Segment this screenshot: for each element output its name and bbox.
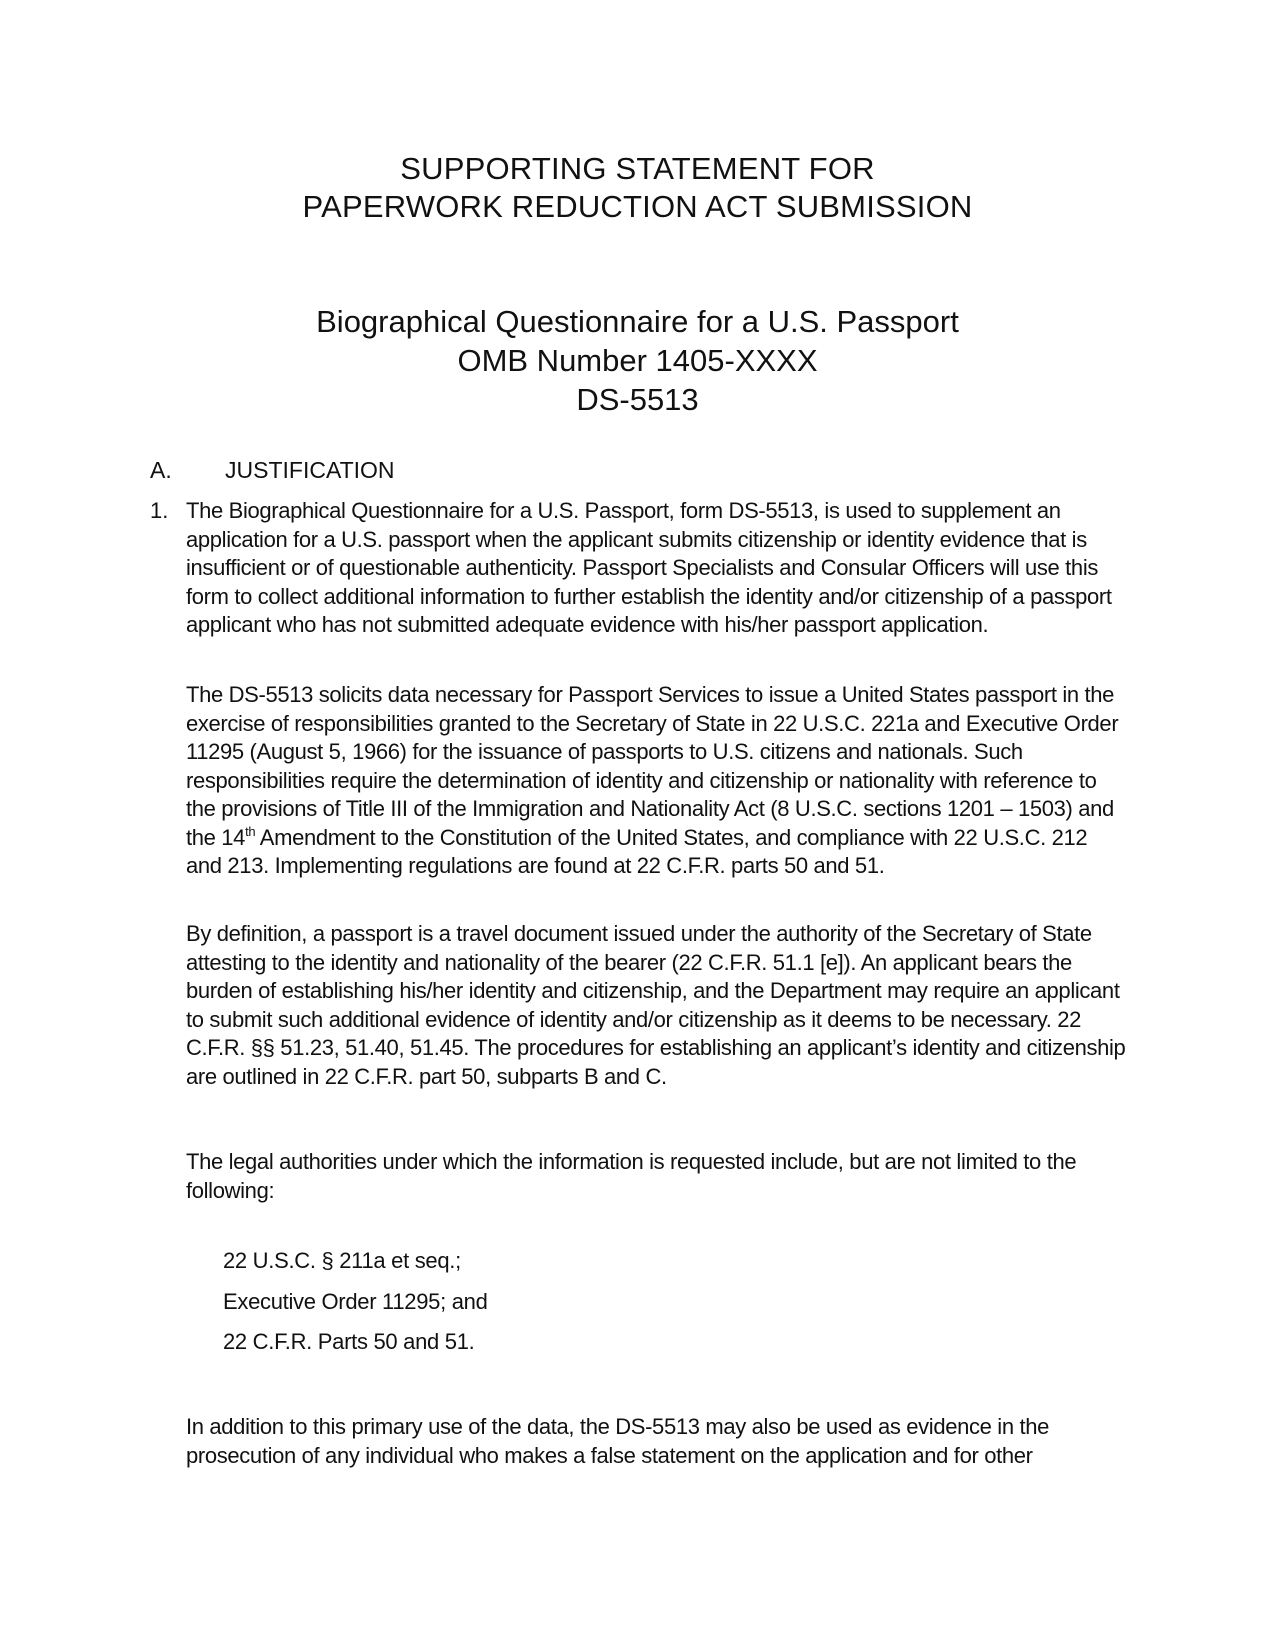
paragraph-purpose: The Biographical Questionnaire for a U.S. Passport, form DS-5513, is used to supplement an application for a U.S. passport when the applicant submits citizenship or identity evidence that is insufficient or of questionable authenticity. Passport Specialists and Consular Officers will use this form to collect additional information to further establish the identity and/or citizenship of a passport applicant who has not submitted adequate evidence with his/her passport application. [186,498,1112,637]
list-item: Executive Order 11295; and [223,1288,488,1314]
title-line-2: PAPERWORK REDUCTION ACT SUBMISSION [302,189,973,224]
paragraph-legal-authorities: The legal authorities under which the information is requested include, but are not limited to the following: [186,1149,1077,1203]
list-item: 22 U.S.C. § 211a et seq.; [223,1248,461,1273]
paragraph-authority [186,681,1126,881]
section-heading [150,456,395,484]
authorities-list [223,1247,488,1369]
form-name: Biographical Questionnaire for a U.S. Passport [316,304,959,339]
section-letter: A. [150,457,172,483]
list-item: 22 C.F.R. Parts 50 and 51. [223,1329,475,1354]
paragraph-definition: By definition, a passport is a travel document issued under the authority of the Secretary of State attesting to the identity and nationality of the bearer (22 C.F.R. 51.1 [e]). An applicant bears the burden of establishing his/her identity and citizenship, and the Department may require an applicant to submit such additional evidence of identity and/or citizenship as it deems to be necessary. 22 C.F.R. §§ 51.23, 51.40, 51.45. The procedures for establishing an applicant’s identity and citizenship are outlined in 22 C.F.R. part 50, subparts B and C. [186,921,1126,1089]
title-line-1: SUPPORTING STATEMENT FOR [400,151,875,186]
document-subtitle [0,302,1275,419]
paragraph-authority-text-cont: Amendment to the Constitution of the United States, and compliance with 22 U.S.C. 212 and 213. Implementing regulations are found at 22 C.F.R. parts 50 and 51. [186,824,1088,878]
section-title: JUSTIFICATION [225,457,395,483]
item-number: 1. [150,498,169,523]
paragraph-authority-text: The DS-5513 solicits data necessary for Passport Services to issue a United States passport in the exercise of responsibilities granted to the Secretary of State in 22 U.S.C. 221a and Executive Order 11295 (August 5, 1966) for the issuance of passports to U.S. citizens and nationals. Such responsibilities require the determination of identity and citizenship or nationality with reference to the provisions of Title III of the Immigration and Nationality Act (8 U.S.C. sections 1201 – 1503) and the 14 [186,682,1119,850]
paragraph-secondary-use: In addition to this primary use of the data, the DS-5513 may also be used as evidence in the prosecution of any individual who makes a false statement on the application and for other [186,1414,1050,1468]
omb-number: OMB Number 1405-XXXX [457,343,818,378]
superscript-th: th [245,823,256,839]
document-title [0,150,1275,226]
form-number: DS-5513 [576,382,699,417]
